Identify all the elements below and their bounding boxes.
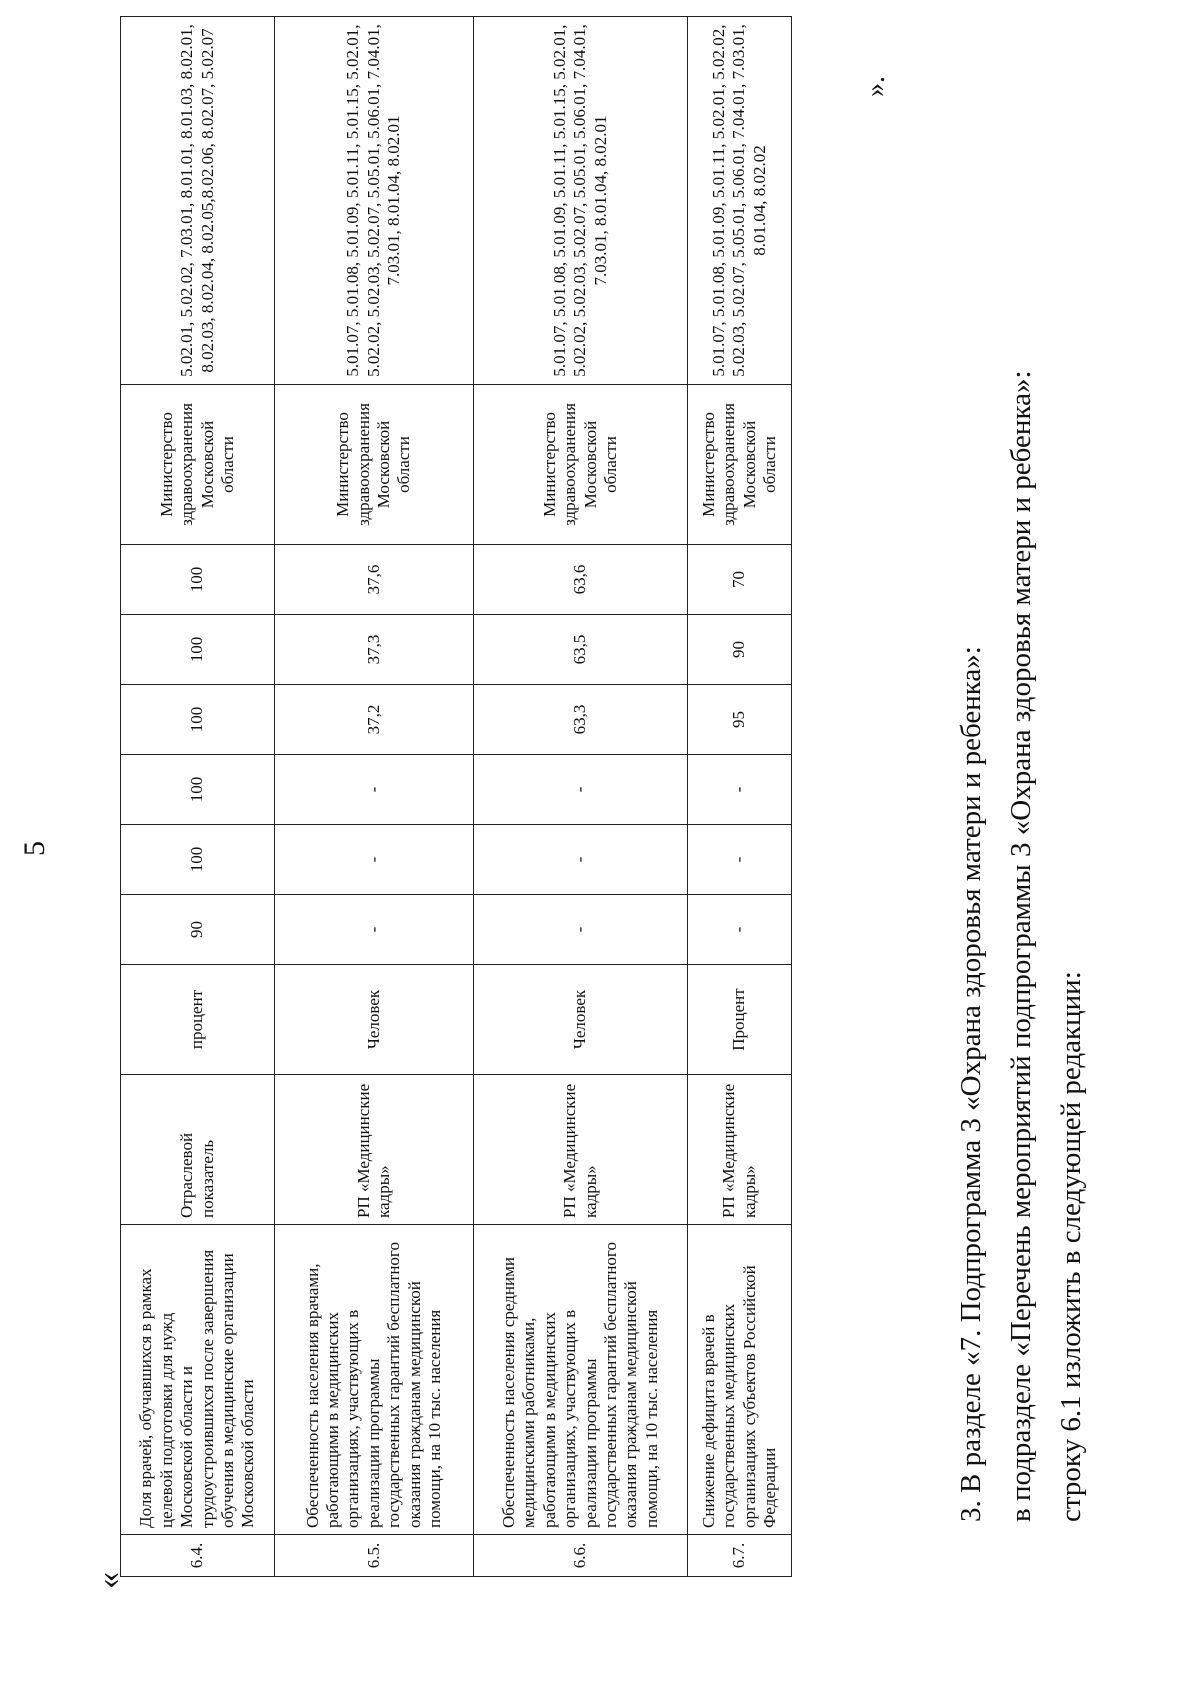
unit-cell: Человек — [474, 965, 688, 1075]
indicator-type-cell: Отраслевой показатель — [121, 1075, 275, 1225]
unit-cell: Процент — [688, 965, 792, 1075]
table-row — [474, 17, 688, 1577]
row-number-cell: 6.6. — [474, 1535, 688, 1577]
value-cell-6: 100 — [121, 545, 275, 615]
indicators-table — [120, 16, 792, 1577]
value-cell-4: 100 — [121, 685, 275, 755]
value-cell-1: - — [474, 895, 688, 965]
value-cell-4: 63,3 — [474, 685, 688, 755]
value-cell-6: 70 — [688, 545, 792, 615]
table-row — [121, 17, 275, 1577]
page-number: 5 — [18, 841, 51, 856]
value-cell-1: - — [688, 895, 792, 965]
value-cell-3: - — [474, 755, 688, 825]
value-cell-2: - — [474, 825, 688, 895]
value-cell-6: 37,6 — [275, 545, 474, 615]
indicator-name-cell: Обеспеченность населения средними медицинскими работниками, работающими в медицинских организациях, участвующих в реализации программы государственных гарантий бесплатного оказания гражданам медицинской помощи, на 10 тыс. населения — [474, 1225, 688, 1535]
activity-codes-cell: 5.01.07, 5.01.08, 5.01.09, 5.01.11, 5.01.15, 5.02.01, 5.02.02, 5.02.03, 5.02.07, 5.05.01, 5.06.01, 7.04.01, 7.03.01, 8.01.04, 8.02.01 — [275, 17, 474, 385]
value-cell-2: 100 — [121, 825, 275, 895]
row-number-cell: 6.7. — [688, 1535, 792, 1577]
value-cell-3: - — [688, 755, 792, 825]
value-cell-6: 63,6 — [474, 545, 688, 615]
indicator-type-cell: РП «Медицинские кадры» — [688, 1075, 792, 1225]
closing-quote-mark: ». — [860, 76, 891, 97]
unit-cell: процент — [121, 965, 275, 1075]
indicator-type-cell: РП «Медицинские кадры» — [275, 1075, 474, 1225]
activity-codes-cell: 5.01.07, 5.01.08, 5.01.09, 5.01.11, 5.01.15, 5.02.01, 5.02.02, 5.02.03, 5.02.07, 5.05.01, 5.06.01, 7.04.01, 7.03.01, 8.01.04, 8.02.01 — [474, 17, 688, 385]
value-cell-4: 95 — [688, 685, 792, 755]
indicator-type-cell: РП «Медицинские кадры» — [474, 1075, 688, 1225]
value-cell-2: - — [275, 825, 474, 895]
activity-codes-cell: 5.01.07, 5.01.08, 5.01.09, 5.01.11, 5.02.01, 5.02.02, 5.02.03, 5.02.07, 5.05.01, 5.06.01, 7.04.01, 7.03.01, 8.01.04, 8.02.02 — [688, 17, 792, 385]
indicator-name-cell: Доля врачей, обучавшихся в рамках целевой подготовки для нужд Московской области и трудоустроившихся после завершения обучения в медицинские организации Московской области — [121, 1225, 275, 1535]
activity-codes-cell: 5.02.01, 5.02.02, 7.03.01, 8.01.01, 8.01.03, 8.02.01, 8.02.03, 8.02.04, 8.02.05,8.02.06, 8.02.07, 5.02.07 — [121, 17, 275, 385]
value-cell-5: 63,5 — [474, 615, 688, 685]
value-cell-5: 100 — [121, 615, 275, 685]
responsible-cell: Министерство здравоохранения Московской области — [121, 385, 275, 545]
value-cell-3: - — [275, 755, 474, 825]
value-cell-1: - — [275, 895, 474, 965]
table-row — [275, 17, 474, 1577]
responsible-cell: Министерство здравоохранения Московской области — [688, 385, 792, 545]
value-cell-5: 90 — [688, 615, 792, 685]
indicator-name-cell: Снижение дефицита врачей в государственных медицинских организациях субъектов Российской Федерации — [688, 1225, 792, 1535]
value-cell-2: - — [688, 825, 792, 895]
paragraph-instruction: строку 6.1 изложить в следующей редакции: — [1055, 971, 1087, 1522]
row-number-cell: 6.4. — [121, 1535, 275, 1577]
value-cell-4: 37,2 — [275, 685, 474, 755]
indicator-name-cell: Обеспеченность населения врачами, работающими в медицинских организациях, участвующих в реализации программы государственных гарантий бесплатного оказания гражданам медицинской помощи, на 10 тыс. населения — [275, 1225, 474, 1535]
value-cell-5: 37,3 — [275, 615, 474, 685]
paragraph-section-3: 3. В разделе «7. Подпрограмма 3 «Охрана здоровья матери и ребенка»: — [955, 646, 987, 1522]
responsible-cell: Министерство здравоохранения Московской области — [474, 385, 688, 545]
table-row — [688, 17, 792, 1577]
paragraph-subsection: в подразделе «Перечень мероприятий подпрограммы 3 «Охрана здоровья матери и ребенка»: — [1005, 370, 1037, 1522]
row-number-cell: 6.5. — [275, 1535, 474, 1577]
opening-quote-mark: « — [90, 1572, 127, 1589]
value-cell-3: 100 — [121, 755, 275, 825]
responsible-cell: Министерство здравоохранения Московской области — [275, 385, 474, 545]
unit-cell: Человек — [275, 965, 474, 1075]
value-cell-1: 90 — [121, 895, 275, 965]
